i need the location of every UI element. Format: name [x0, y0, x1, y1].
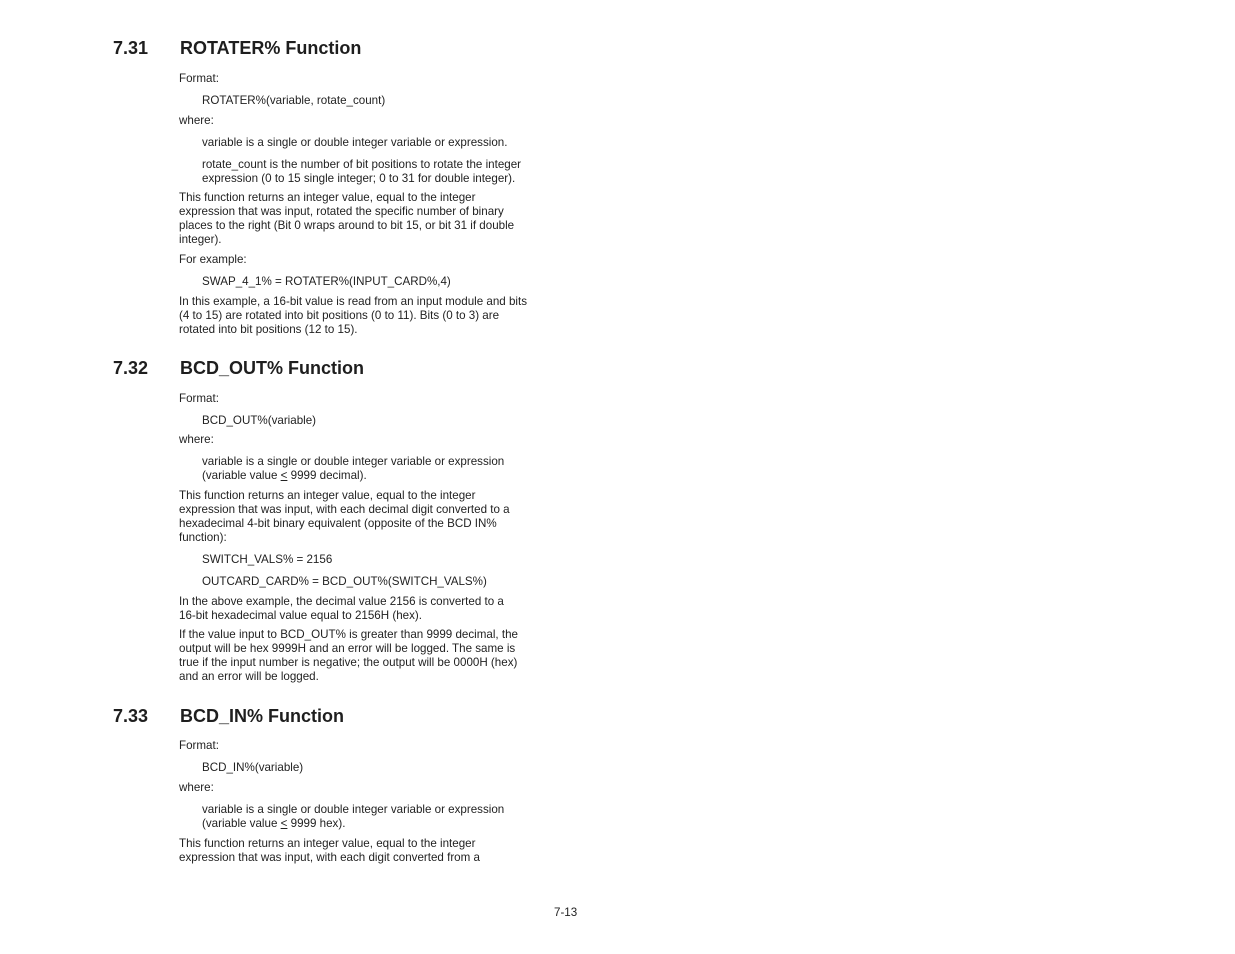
section-heading: [113, 38, 361, 59]
section-number: 7.33: [113, 706, 149, 726]
description-paragraph: This function returns an integer value, equal to the integer expression that was input, rotated the specific number of binary places to the right (Bit 0 wraps around to bit 15, or bit 31 if double integer).: [179, 191, 515, 246]
format-label: Format:: [179, 72, 219, 85]
syntax-line: BCD_OUT%(variable): [202, 414, 317, 427]
section-number: 7.31: [113, 38, 149, 58]
less-or-equal-symbol: <: [280, 817, 288, 830]
example-description: In the above example, the decimal value 2156 is converted to a 16-bit hexadecimal value equal to 2156H (hex).: [179, 595, 504, 622]
format-label: Format:: [179, 739, 219, 752]
example-code: SWAP_4_1% = ROTATER%(INPUT_CARD%,4): [202, 275, 451, 288]
param-variable: variable is a single or double integer variable or expression (variable value < 9999 hex).: [202, 803, 505, 830]
example-description: In this example, a 16-bit value is read from an input module and bits (4 to 15) are rotated into bit positions (0 to 11). Bits (0 to 3) are rotated into bit positions (12 to 15).: [179, 295, 528, 336]
section-title: BCD_OUT% Function: [180, 358, 364, 378]
code-line: SWITCH_VALS% = 2156: [202, 553, 333, 566]
where-label: where:: [179, 781, 214, 794]
section-number: 7.32: [113, 358, 149, 378]
section-heading: [113, 706, 344, 727]
format-label: Format:: [179, 392, 219, 405]
syntax-line: BCD_IN%(variable): [202, 761, 304, 774]
description-paragraph: This function returns an integer value, equal to the integer expression that was input, with each decimal digit converted to a hexadecimal 4-bit binary equivalent (opposite of the BCD IN% function):: [179, 489, 510, 544]
param-variable: variable is a single or double integer variable or expression.: [202, 136, 508, 149]
error-description: If the value input to BCD_OUT% is greater than 9999 decimal, the output will be hex 9999H and an error will be logged. The same is true if the input number is negative; the output will be 0000H (hex) and an error will be logged.: [179, 628, 518, 683]
syntax-line: ROTATER%(variable, rotate_count): [202, 94, 386, 107]
param-variable: variable is a single or double integer variable or expression (variable value < 9999 decimal).: [202, 455, 505, 482]
less-or-equal-symbol: <: [280, 469, 288, 482]
page-number: 7-13: [554, 906, 578, 919]
param-rotate-count: rotate_count is the number of bit positions to rotate the integer expression (0 to 15 single integer; 0 to 31 for double integer).: [202, 158, 522, 185]
section-title: ROTATER% Function: [180, 38, 362, 58]
section-title: BCD_IN% Function: [180, 706, 344, 726]
where-label: where:: [179, 433, 214, 446]
description-paragraph: This function returns an integer value, equal to the integer expression that was input, with each digit converted from a: [179, 837, 480, 864]
section-heading: [113, 358, 364, 379]
code-line: OUTCARD_CARD% = BCD_OUT%(SWITCH_VALS%): [202, 575, 487, 588]
example-label: For example:: [179, 253, 247, 266]
where-label: where:: [179, 114, 214, 127]
